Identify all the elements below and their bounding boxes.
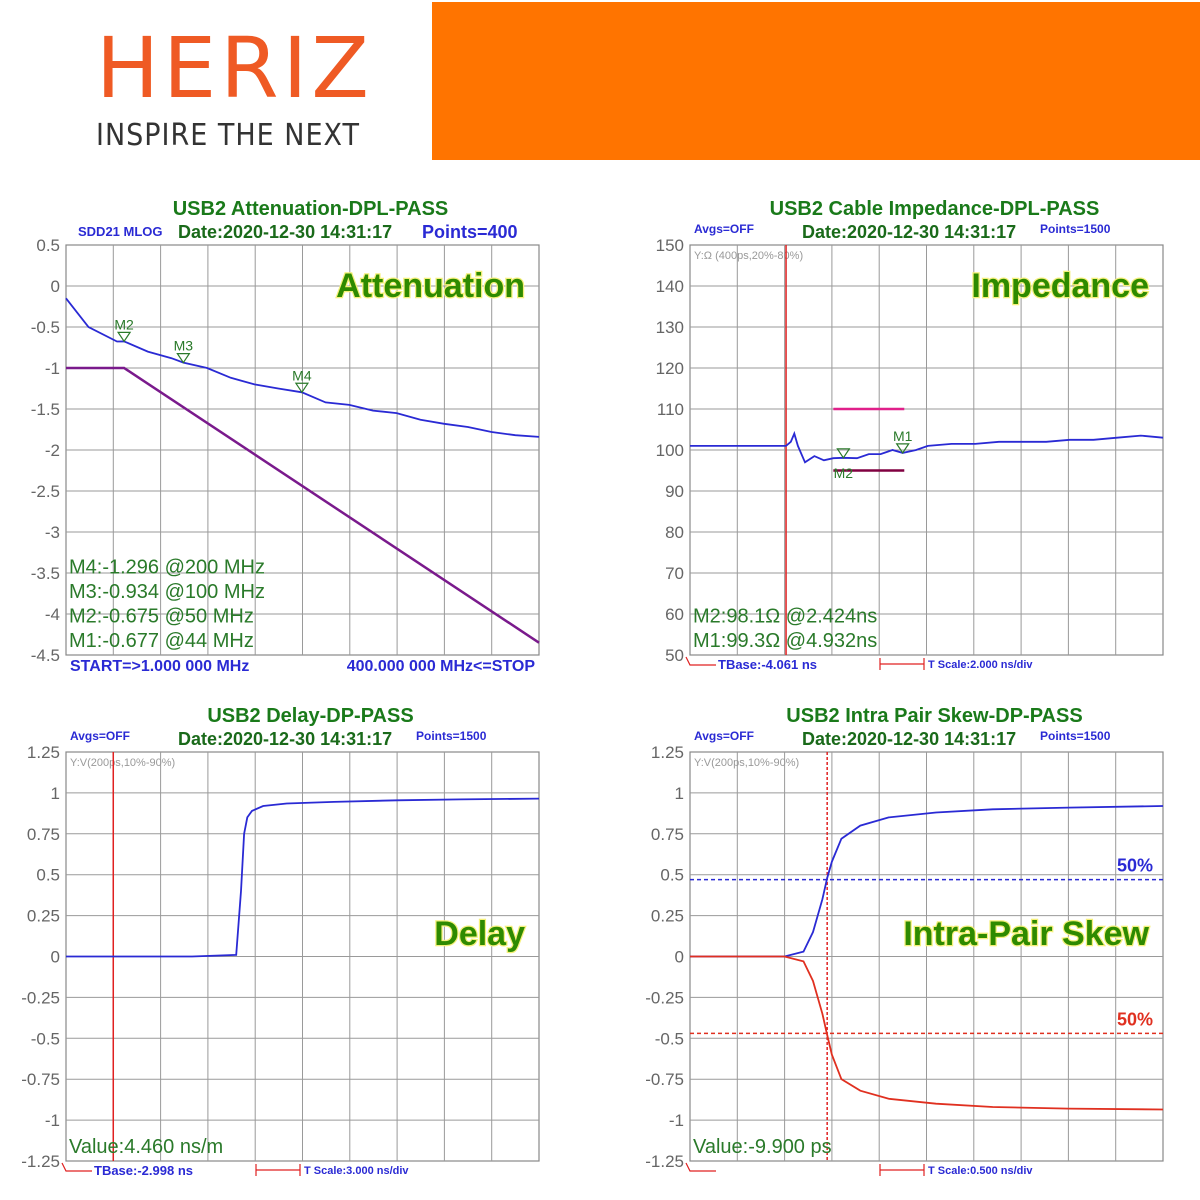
marker-readout: M4:-1.296 @200 MHz: [69, 556, 265, 579]
y-tick-label: 100: [655, 441, 684, 460]
marker-readout: Value:-9.900 ps: [693, 1136, 832, 1158]
y-tick-label: -0.5: [30, 1029, 60, 1049]
y-tick-label: -1.25: [21, 1152, 60, 1171]
marker-label: M2: [833, 464, 854, 481]
y-tick-label: 0.25: [26, 906, 60, 926]
marker-label: M2: [114, 316, 134, 333]
y-tick-label: 0.75: [650, 824, 684, 844]
chart-1: [656, 198, 1163, 672]
y-tick-label: 0.75: [26, 824, 60, 844]
y-tick-label: -1: [668, 1111, 684, 1131]
ref-line-label: 50%: [1116, 1009, 1153, 1030]
chart-title: USB2 Intra Pair Skew-DP-PASS: [786, 705, 1083, 727]
axis-note: Y:V(200ps,10%-90%): [694, 757, 800, 769]
marker-label: M4: [292, 367, 312, 384]
y-tick-label: 1.25: [26, 743, 60, 762]
y-tick-label: 0.25: [650, 906, 684, 926]
y-tick-label: -0.5: [654, 1029, 684, 1049]
subtitle-date: Date:2020-12-30 14:31:17: [802, 729, 1017, 749]
y-tick-label: 50: [665, 646, 684, 665]
tbase-label: TBase:-4.061 ns: [718, 657, 817, 672]
y-tick-label: 140: [655, 277, 684, 296]
marker-readout: M2:98.1Ω @2.424ns: [693, 605, 878, 628]
y-tick-label: -0.25: [645, 988, 684, 1008]
y-tick-label: 0: [50, 947, 60, 967]
y-tick-label: 1: [50, 783, 60, 803]
y-tick-label: -1: [44, 359, 60, 378]
marker-label: M1: [892, 427, 913, 444]
y-tick-label: -1.5: [30, 400, 60, 419]
tagline: INSPIRE THE NEXT: [96, 118, 360, 153]
y-tick-label: -2: [44, 441, 60, 460]
chart-0: [31, 198, 539, 675]
tscale-label: T Scale:0.500 ns/div: [928, 1165, 1033, 1177]
y-tick-label: -4: [44, 605, 60, 624]
y-tick-label: 60: [665, 605, 684, 624]
y-tick-label: -1.25: [645, 1152, 684, 1171]
y-tick-label: 1: [674, 783, 684, 803]
y-tick-label: 0.5: [660, 865, 684, 885]
subtitle-points: Points=1500: [416, 729, 487, 743]
tscale-label: T Scale:2.000 ns/div: [928, 659, 1033, 671]
y-tick-label: 70: [665, 564, 684, 583]
subtitle-avgs: Avgs=OFF: [70, 729, 130, 743]
subtitle-points: Points=1500: [1040, 222, 1111, 236]
y-tick-label: -3.5: [30, 564, 60, 583]
ref-line-label: 50%: [1116, 855, 1153, 876]
subtitle-points: Points=1500: [1040, 729, 1111, 743]
marker-readout: M1:-0.677 @44 MHz: [69, 630, 254, 652]
chart-title: USB2 Delay-DP-PASS: [207, 705, 414, 727]
footer-start: START=>1.000 000 MHz: [70, 658, 250, 675]
chart-title: USB2 Attenuation-DPL-PASS: [172, 198, 449, 220]
marker-readout: M1:99.3Ω @4.932ns: [693, 630, 878, 652]
y-tick-label: -1: [44, 1111, 60, 1131]
overlay-label: Attenuation: [336, 267, 525, 305]
y-tick-label: 0: [674, 947, 684, 967]
overlay-label: Impedance: [971, 267, 1149, 305]
y-tick-label: -0.5: [30, 318, 60, 337]
axis-note: Y:V(200ps,10%-90%): [70, 757, 176, 769]
subtitle-date: Date:2020-12-30 14:31:17: [802, 222, 1017, 242]
overlay-label: Delay: [434, 915, 525, 953]
tbase-label: TBase:-2.998 ns: [94, 1163, 193, 1178]
y-tick-label: -4.5: [30, 646, 60, 665]
y-tick-label: 110: [656, 400, 684, 419]
tbase-arrow: [62, 1163, 92, 1171]
y-tick-label: 0.5: [36, 236, 60, 255]
marker-readout: M3:-0.934 @100 MHz: [69, 581, 265, 603]
y-tick-label: 150: [655, 236, 684, 255]
chart-2: [21, 705, 539, 1178]
y-tick-label: -3: [44, 523, 60, 542]
y-tick-label: -0.25: [21, 988, 60, 1008]
subtitle-avgs: Avgs=OFF: [694, 222, 754, 236]
subtitle-mode: SDD21 MLOG: [78, 224, 163, 239]
y-tick-label: 1.25: [650, 743, 684, 762]
subtitle-points: Points=400: [422, 222, 518, 242]
subtitle-date: Date:2020-12-30 14:31:17: [178, 729, 393, 749]
y-tick-label: -0.75: [645, 1070, 684, 1090]
y-tick-label: 130: [655, 318, 684, 337]
tbase-arrow: [686, 657, 716, 665]
chart-title: USB2 Cable Impedance-DPL-PASS: [769, 198, 1100, 220]
y-tick-label: 80: [665, 523, 684, 542]
chart-3: [645, 705, 1163, 1177]
tscale-label: T Scale:3.000 ns/div: [304, 1165, 409, 1177]
marker-readout: M2:-0.675 @50 MHz: [69, 605, 254, 628]
y-tick-label: 0: [50, 277, 60, 296]
subtitle-date: Date:2020-12-30 14:31:17: [178, 222, 393, 242]
tbase-arrow: [686, 1163, 716, 1171]
y-tick-label: 0.5: [36, 865, 60, 885]
logo: HERIZ: [96, 19, 373, 117]
marker-readout: Value:4.460 ns/m: [69, 1136, 224, 1158]
axis-note: Y:Ω (400ps,20%-80%): [694, 250, 804, 262]
footer-stop: 400.000 000 MHz<=STOP: [346, 658, 535, 675]
subtitle-avgs: Avgs=OFF: [694, 729, 754, 743]
overlay-label: Intra-Pair Skew: [903, 915, 1149, 953]
y-tick-label: -0.75: [21, 1070, 60, 1090]
y-tick-label: 90: [665, 482, 684, 501]
y-tick-label: 120: [655, 359, 684, 378]
marker-label: M3: [173, 337, 194, 354]
y-tick-label: -2.5: [30, 482, 60, 501]
